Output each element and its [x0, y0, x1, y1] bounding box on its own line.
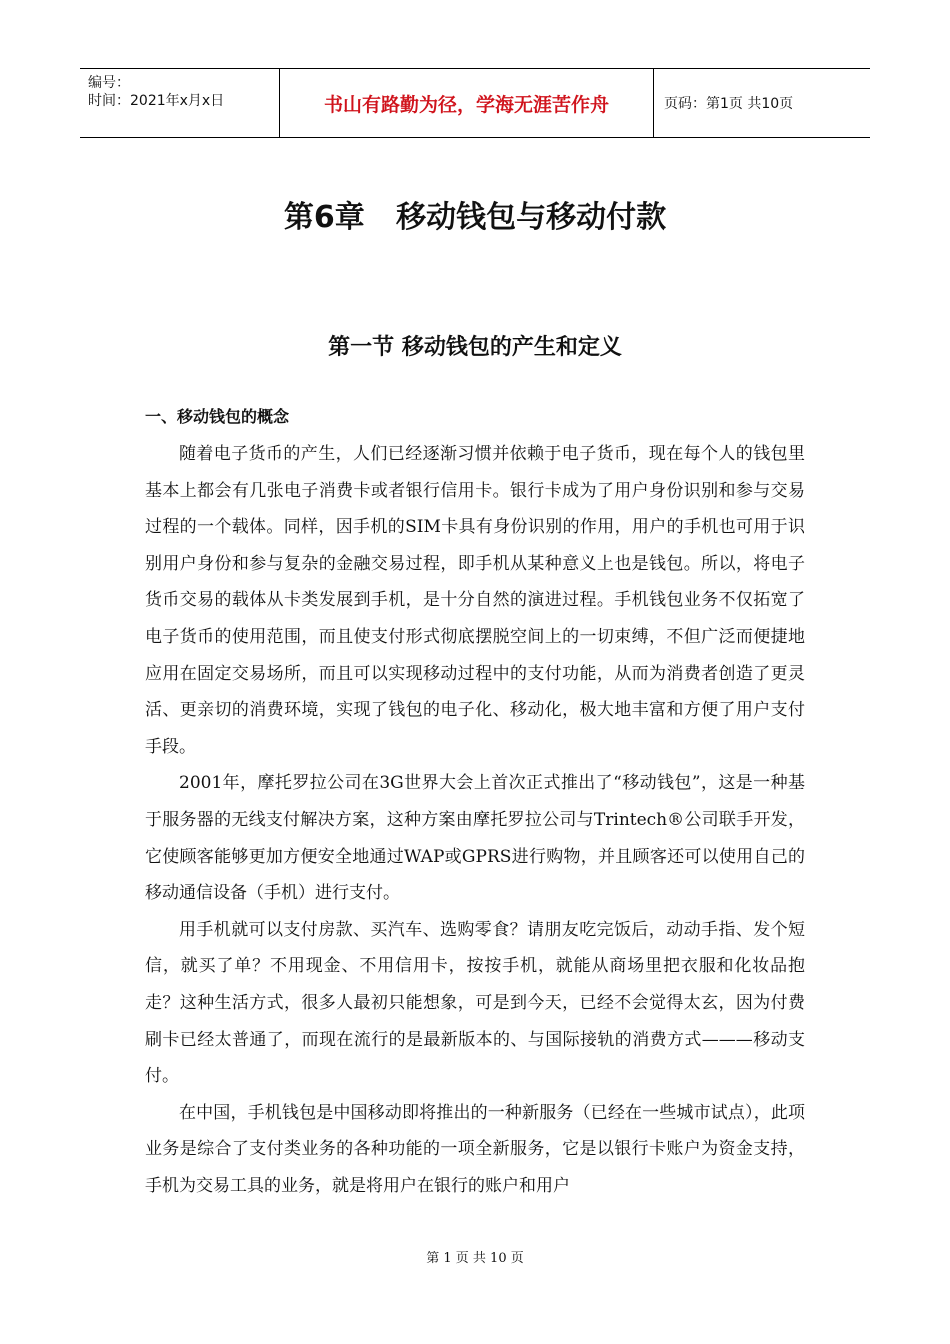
header-meta: [80, 69, 280, 137]
subheading: 一、移动钱包的概念: [145, 407, 290, 426]
page-header: [80, 68, 870, 138]
time-label: 时间：2021年x月x日: [88, 93, 225, 109]
paragraph: 在中国，手机钱包是中国移动即将推出的一种新服务（已经在一些城市试点），此项业务是综合了支付类业务的各种功能的一项全新服务，它是以银行卡账户为资金支持，手机为交易工具的业务，就是将用户在银行的账户和用户: [145, 1102, 805, 1196]
paragraph: 用手机就可以支付房款、买汽车、选购零食？请朋友吃完饭后，动动手指、发个短信，就买了单？不用现金、不用信用卡，按按手机，就能从商场里把衣服和化妆品抱走？这种生活方式，很多人最初只能想象，可是到今天，已经不会觉得太玄，因为付费刷卡已经太普通了，而现在流行的是最新版本的、与国际接轨的消费方式———移动支付。: [145, 919, 805, 1087]
number-label: 编号：: [88, 75, 130, 91]
chapter-title: 第6章 移动钱包与移动付款: [283, 200, 667, 235]
paragraph: 随着电子货币的产生，人们已经逐渐习惯并依赖于电子货币，现在每个人的钱包里基本上都会有几张电子消费卡或者银行信用卡。银行卡成为了用户身份识别和参与交易过程的一个载体。同样，因手机的SIM卡具有身份识别的作用，用户的手机也可用于识别用户身份和参与复杂的金融交易过程，即手机从某种意义上也是钱包。所以，将电子货币交易的载体从卡类发展到手机，是十分自然的演进过程。手机钱包业务不仅拓宽了电子货币的使用范围，而且使支付形式彻底摆脱空间上的一切束缚，不但广泛而便捷地应用在固定交易场所，而且可以实现移动过程中的支付功能，从而为消费者创造了更灵活、更亲切的消费环境，实现了钱包的电子化、移动化，极大地丰富和方便了用户支付手段。: [145, 444, 805, 757]
section-title: 第一节 移动钱包的产生和定义: [328, 335, 622, 360]
header-motto: 书山有路勤为径，学海无涯苦作舟: [280, 69, 654, 137]
page-footer: 第 1 页 共 10 页: [426, 1251, 524, 1266]
paragraph: 2001年，摩托罗拉公司在3G世界大会上首次正式推出了“移动钱包”，这是一种基于服务器的无线支付解决方案，这种方案由摩托罗拉公司与Trintech®公司联手开发，它使顾客能够更加方便安全地通过WAP或GPRS进行购物，并且顾客还可以使用自己的移动通信设备（手机）进行支付。: [145, 773, 805, 904]
body-text: [145, 436, 805, 1204]
header-page-code: 页码：第1页 共10页: [664, 96, 794, 112]
